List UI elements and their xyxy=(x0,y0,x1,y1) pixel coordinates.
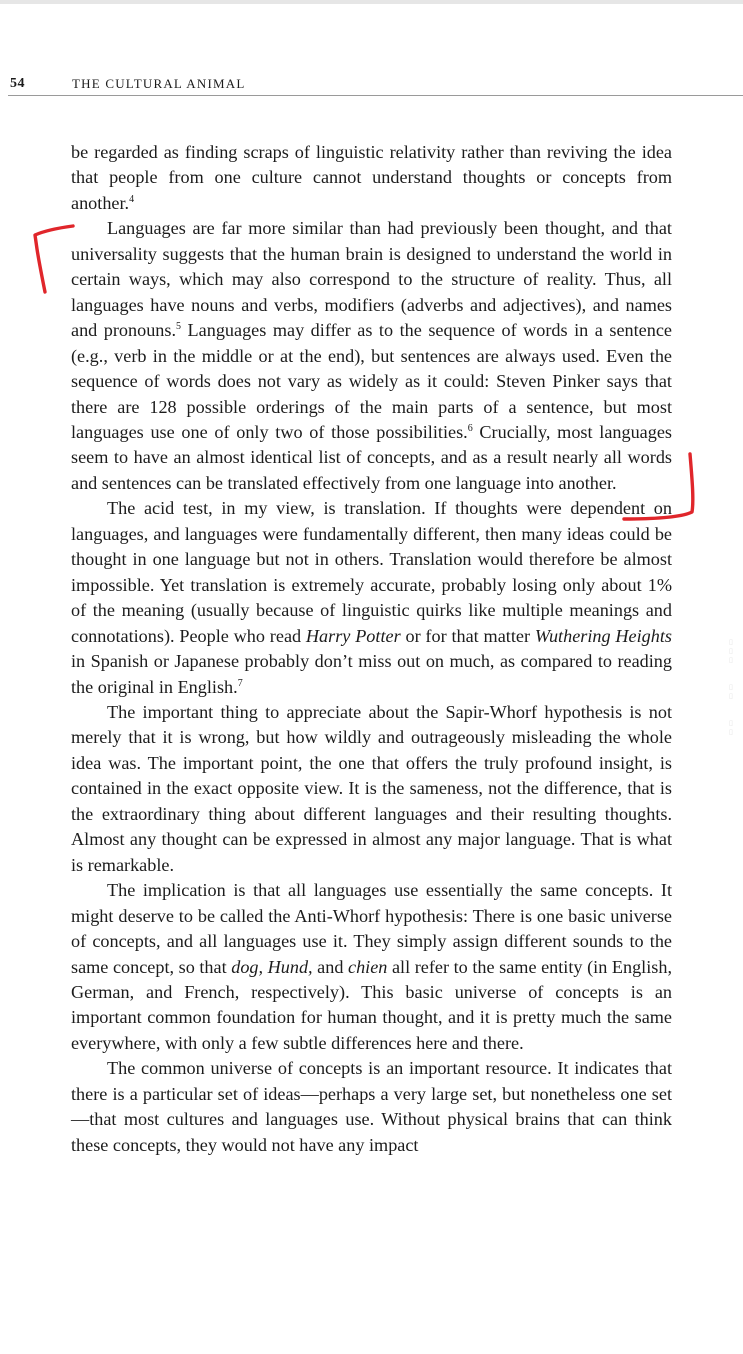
paragraph xyxy=(71,1056,672,1158)
left-bracket-mark xyxy=(35,226,73,292)
italic-text: chien xyxy=(348,956,388,977)
text-run: Crucially, most languages seem to have an almost identical list of concepts, and as a result nearly all words and sentences can be translated effectively from one language into another. xyxy=(71,421,672,493)
paragraph xyxy=(71,216,672,496)
italic-text: dog, Hund, xyxy=(231,956,313,977)
footnote-marker: 7 xyxy=(237,677,243,689)
italic-text: Harry Potter xyxy=(305,625,401,646)
text-run: and xyxy=(312,956,349,977)
text-run: all refer to the same entity (in English, German, and French, respectively). This basic universe of concepts is an important common foundation for human thought, and it is pretty much the same everywhere, with only a few subtle differences here and there. xyxy=(71,956,672,1053)
footnote-marker: 5 xyxy=(176,321,182,333)
page-header xyxy=(0,74,743,100)
text-run: be regarded as finding scraps of linguistic relativity rather than reviving the idea that people from one culture cannot understand thoughts or concepts from another. xyxy=(71,142,672,213)
body-text xyxy=(71,140,672,1158)
text-run: or for that matter xyxy=(400,625,535,646)
text-run: The common universe of concepts is an important resource. It indicates that there is a particular set of ideas—perhaps a very large set, but nonetheless one set—that most cultures and languages use. Without physical brains that can think these concepts, they would not have any impact xyxy=(71,1058,672,1155)
text-run: Languages are far more similar than had previously been thought, and that universality suggests that the human brain is designed to understand the world in certain ways, which may also correspond to the structure of reality. Thus, all languages have nouns and verbs, modifiers (adverbs and adjectives), and names and pronouns. xyxy=(71,218,672,341)
header-rule xyxy=(8,95,743,96)
paragraph xyxy=(71,140,672,216)
footnote-marker: 4 xyxy=(129,193,135,205)
footnote-marker: 6 xyxy=(467,422,473,434)
page-number: 54 xyxy=(10,76,25,91)
italic-text: Wuthering Heights xyxy=(534,625,672,646)
text-run: The important thing to appreciate about the Sapir-Whorf hypothesis is not merely that it is wrong, but how wildly and outrageously misleading the whole idea was. The important point, the one that offers the truly profound insight, is contained in the exact opposite view. It is the sameness, not the difference, that is the extraordinary thing about different languages and their resulting thoughts. Almost any thought can be expressed in almost any major language. That is what is remarkable. xyxy=(71,701,672,875)
running-title: THE CULTURAL ANIMAL xyxy=(72,76,246,91)
text-run: Languages may differ as to the sequence of words in a sentence (e.g., verb in the middle or at the end), but sentences are always used. Even the sequence of words does not vary as widely as it could: Steven Pinker says that there are 128 possible orderings of the main parts of a sentence, but most languages use one of only two of those possibilities. xyxy=(71,320,672,442)
faint-margin-watermark: ▯ ▯ ▯ ▯ ▯ ▯ ▯ xyxy=(729,638,733,736)
paragraph xyxy=(71,878,672,1056)
paragraph xyxy=(71,496,672,700)
text-run: The acid test, in my view, is translation. If thoughts were dependent on languages, and languages were fundamentally different, then many ideas could be thought in one language but not in others. Translation would therefore be almost impossible. Yet translation is extremely accurate, probably losing only about 1% of the meaning (usually because of linguistic quirks like multiple meanings and connotations). People who read xyxy=(71,498,672,646)
text-run: The implication is that all languages use essentially the same concepts. It might deserve to be called the Anti-Whorf hypothesis: There is one basic universe of concepts, and all languages use it. They simply assign different sounds to the same concept, so that xyxy=(71,880,672,977)
top-border xyxy=(0,0,743,4)
text-run: in Spanish or Japanese probably don’t miss out on much, as compared to reading the original in English. xyxy=(71,651,672,697)
paragraph xyxy=(71,700,672,878)
